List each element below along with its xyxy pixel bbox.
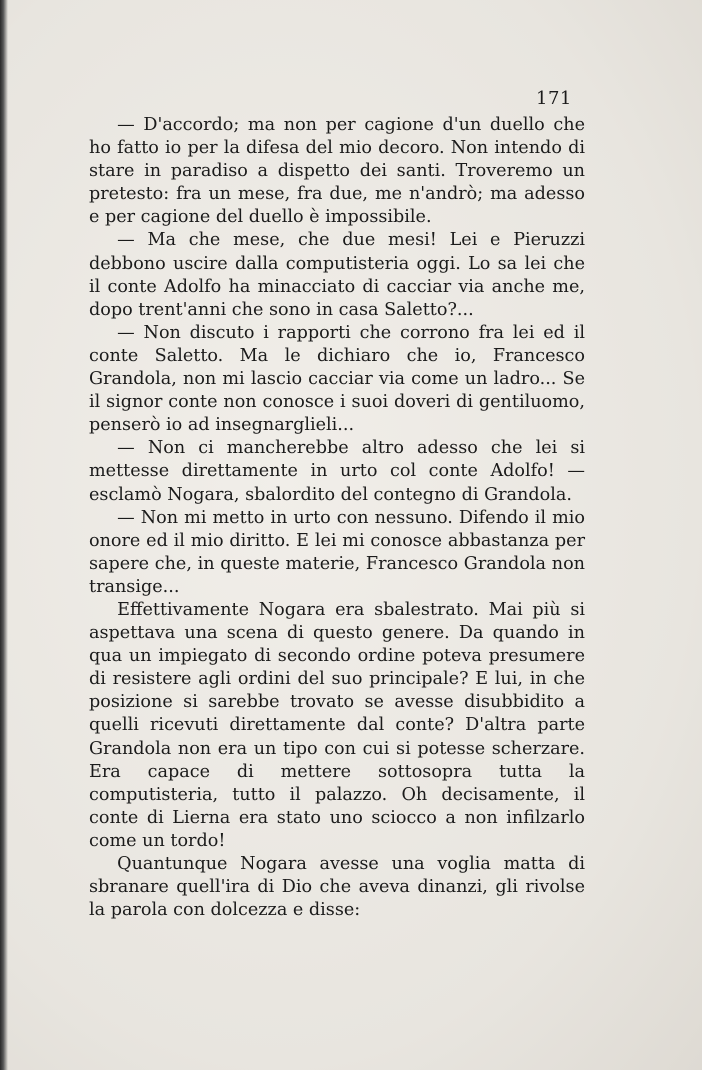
page-number: 171 — [536, 88, 572, 109]
paragraph: — D'accordo; ma non per cagione d'un duello che ho fatto io per la difesa del mio decoro. Non intendo di stare in paradiso a dispetto dei santi. Troveremo un pretesto: fra un mese, fra due, me n'andrò; ma adesso e per cagione del duello è impossibile. — [89, 115, 585, 228]
paragraph: Quantunque Nogara avesse una voglia matta di sbranare quell'ira di Dio che aveva dinanzi, gli rivolse la parola con dolcezza e disse: — [89, 854, 585, 921]
paragraph: Effettivamente Nogara era sbalestrato. Mai più si aspettava una scena di questo genere. Da quando in qua un impiegato di secondo ordine poteva presumere di resistere agli ordini del suo principale? E lui, in che posizione si sarebbe trovato se avesse disubbidito a quelli ricevuti direttamente dal conte? D'altra parte Grandola non era un tipo con cui si potesse scherzare. Era capace di mettere sottosopra tutta la computisteria, tutto il palazzo. Oh decisamente, il conte di Lierna era stato uno sciocco a non infilzarlo come un tordo! — [89, 599, 585, 851]
paragraph: — Ma che mese, che due mesi! Lei e Pieruzzi debbono uscire dalla computisteria oggi. Lo sa lei che il conte Adolfo ha minacciato di cacciar via anche me, dopo trent'anni che sono in casa Saletto?... — [89, 230, 585, 320]
paragraph: — Non ci mancherebbe altro adesso che lei si mettesse direttamente in urto col conte Adolfo! — esclamò Nogara, sbalordito del contegno di Grandola. — [89, 438, 585, 505]
paragraph: — Non discuto i rapporti che corrono fra lei ed il conte Saletto. Ma le dichiaro che io, Francesco Grandola, non mi lascio cacciar via come un ladro... Se il signor conte non conosce i suoi doveri di gentiluomo, penserò io ad insegnarglieli... — [89, 322, 585, 436]
body-text — [89, 114, 585, 922]
paragraph: — Non mi metto in urto con nessuno. Difendo il mio onore ed il mio diritto. E lei mi conosce abbastanza per sapere che, in queste materie, Francesco Grandola non transige... — [89, 507, 585, 597]
binding-shadow — [0, 0, 8, 1070]
